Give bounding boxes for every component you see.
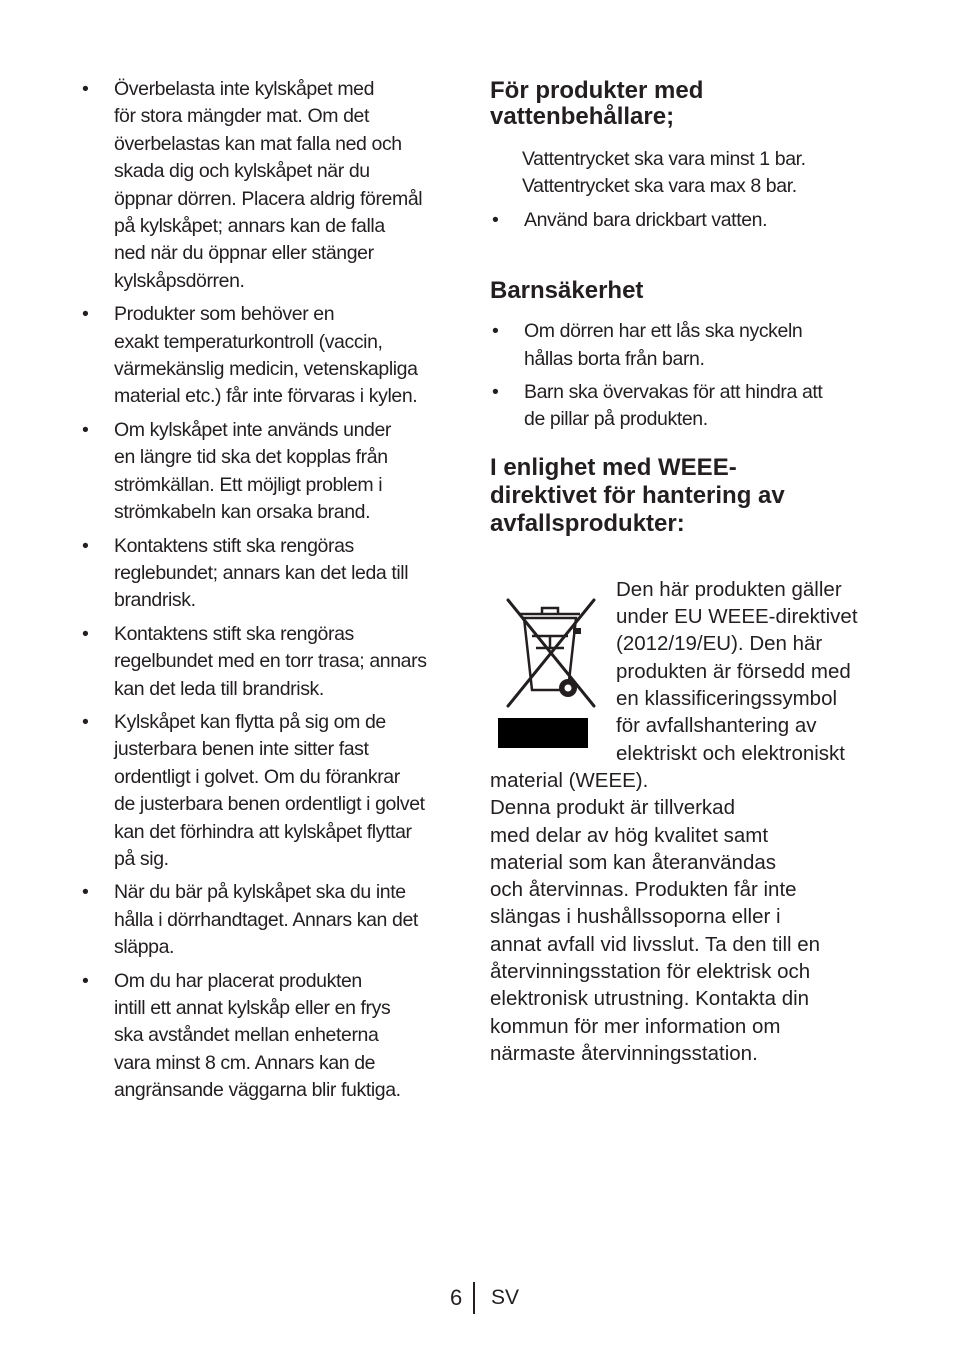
bullet-icon: • bbox=[82, 303, 89, 326]
water-pressure-text: Vattentrycket ska vara minst 1 bar. Vattentrycket ska vara max 8 bar. bbox=[522, 148, 806, 198]
bullet-icon: • bbox=[82, 418, 89, 441]
list-item bbox=[80, 76, 465, 295]
list-item bbox=[80, 621, 465, 703]
list-item bbox=[490, 207, 875, 234]
list-item-text: Kontaktens stift ska rengöras regelbundet med en torr trasa; annars kan det leda till brandrisk. bbox=[114, 622, 427, 700]
left-column bbox=[80, 76, 465, 1111]
list-item bbox=[490, 318, 875, 373]
page-footer bbox=[0, 1282, 954, 1314]
bullet-icon: • bbox=[82, 710, 89, 733]
child-safety-bullet-list bbox=[490, 318, 875, 434]
water-heading: För produkter med vattenbehållare; bbox=[490, 77, 704, 130]
bullet-icon: • bbox=[82, 969, 89, 992]
bullet-icon: • bbox=[82, 881, 89, 904]
right-column bbox=[490, 76, 875, 1067]
bullet-icon: • bbox=[492, 320, 499, 343]
child-safety-heading: Barnsäkerhet bbox=[490, 277, 644, 305]
weee-section bbox=[490, 576, 875, 1067]
list-item bbox=[80, 533, 465, 615]
language-code: SV bbox=[491, 1286, 520, 1309]
footer-divider bbox=[473, 1282, 475, 1314]
list-item-text: När du bär på kylskåpet ska du inte hålla i dörrhandtaget. Annars kan det släppa. bbox=[114, 881, 418, 959]
list-item bbox=[80, 709, 465, 873]
list-item-text: Om du har placerat produkten intill ett annat kylskåp eller en frys ska avståndet mellan enheterna vara minst 8 cm. Annars kan de angränsande väggarna blir fuktiga. bbox=[114, 969, 401, 1102]
list-item-text: Överbelasta inte kylskåpet med för stora mängder mat. Om det överbelastas kan mat falla ned och skada dig och kylskåpet när du öppnar dörren. Placera aldrig föremål på kylskåpet; annars kan de falla ned när du öppnar eller stänger kylskåpsdörren. bbox=[114, 78, 423, 292]
list-item-text: Kylskåpet kan flytta på sig om de justerbara benen inte sitter fast ordentligt i golvet. Om du förankrar de justerbara benen ordentligt i golvet kan det förhindra att kylskåpet flyttar på sig. bbox=[114, 710, 425, 870]
bullet-icon: • bbox=[492, 381, 499, 404]
weee-heading: I enlighet med WEEE- direktivet för hantering av avfallsprodukter: bbox=[490, 453, 785, 537]
safety-bullet-list bbox=[80, 76, 465, 1105]
list-item bbox=[80, 417, 465, 527]
list-item bbox=[80, 968, 465, 1105]
water-bullet-list bbox=[490, 207, 875, 234]
weee-description: Den här produkten gäller under EU WEEE-direktivet (2012/19/EU). Den här produkten är försedd med en klassificeringssymbol för avfallshantering av elektriskt och elektroniskt material (WEEE). Denna produkt är tillverkad med delar av hög kvalitet samt material som kan återanvändas och återvinnas. Produkten får inte slängas i hushållssoporna eller i annat avfall vid livsslut. Ta den till en återvinningsstation för elektrisk och elektronisk utrustning. Kontakta din kommun för mer information om närmaste återvinningsstation. bbox=[490, 577, 858, 1065]
bullet-icon: • bbox=[492, 208, 499, 231]
page-number: 6 bbox=[450, 1285, 463, 1310]
list-item-text: Använd bara drickbart vatten. bbox=[524, 208, 768, 231]
crossed-out-wheelie-bin-icon bbox=[496, 588, 604, 748]
list-item-text: Barn ska övervakas för att hindra att de pillar på produkten. bbox=[524, 381, 823, 431]
list-item-text: Om kylskåpet inte används under en längre tid ska det kopplas från strömkällan. Ett möjligt problem i strömkabeln kan orsaka brand. bbox=[114, 418, 392, 524]
bullet-icon: • bbox=[82, 78, 89, 100]
bullet-icon: • bbox=[82, 622, 89, 645]
list-item-text: Om dörren har ett lås ska nyckeln hållas borta från barn. bbox=[524, 320, 803, 370]
list-item-text: Kontaktens stift ska rengöras reglebundet; annars kan det leda till brandrisk. bbox=[114, 534, 409, 612]
list-item bbox=[80, 301, 465, 411]
list-item bbox=[80, 879, 465, 961]
list-item-text: Produkter som behöver en exakt temperaturkontroll (vaccin, värmekänslig medicin, vetenskapliga material etc.) får inte förvaras i kylen. bbox=[114, 303, 418, 408]
list-item bbox=[490, 379, 875, 434]
bullet-icon: • bbox=[82, 534, 89, 557]
